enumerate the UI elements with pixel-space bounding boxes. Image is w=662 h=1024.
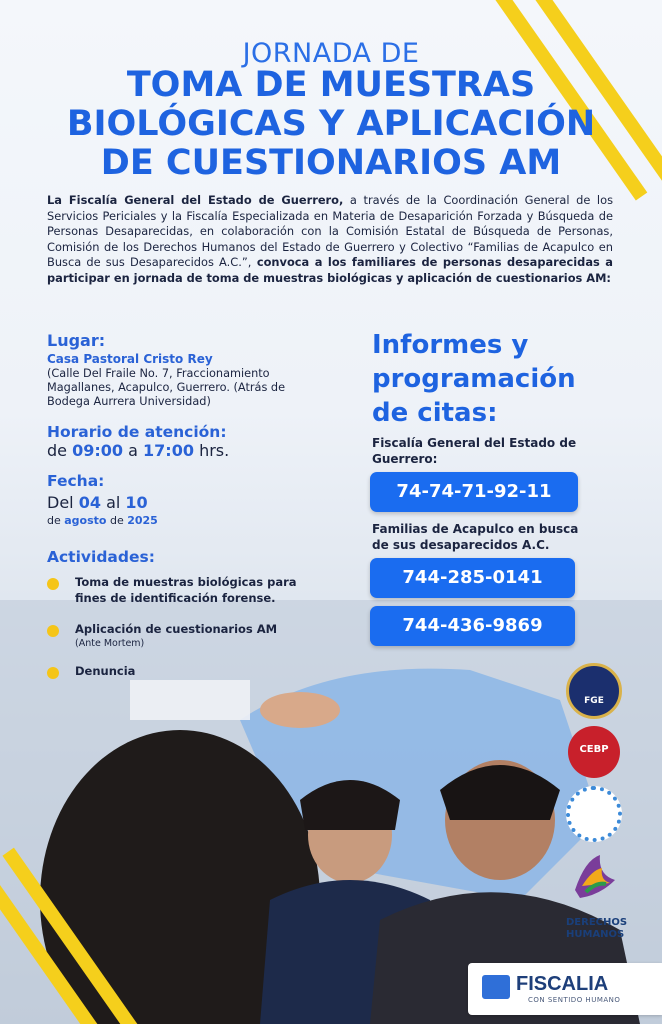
- date-de-2: de: [109, 514, 124, 527]
- activity-2-line-2: (Ante Mortem): [75, 638, 145, 649]
- cebp-logo: [568, 726, 620, 778]
- activity-bullet-1: [47, 578, 59, 590]
- phone-3-button[interactable]: 744-436-9869: [370, 606, 575, 646]
- date-start: 04: [78, 493, 101, 512]
- schedule-start: 09:00: [72, 441, 124, 460]
- info-org1-line-1: Fiscalía General del Estado de: [372, 436, 577, 450]
- activity-bullet-3: [47, 667, 59, 679]
- date-label: Fecha:: [47, 472, 105, 490]
- schedule-a: a: [128, 441, 138, 460]
- fge-seal-label: FGE: [584, 696, 604, 706]
- fiscalia-name: FISCALIA: [516, 973, 609, 995]
- dove-svg: [570, 850, 620, 910]
- info-heading-3: de citas:: [372, 398, 498, 428]
- schedule-end: 17:00: [143, 441, 194, 460]
- intro-org: La Fiscalía General del Estado de Guerrero,: [47, 193, 344, 207]
- info-org1-line-2: Guerrero:: [372, 452, 438, 466]
- info-org2-line-1: Familias de Acapulco en busca: [372, 522, 579, 536]
- phone-2-button[interactable]: 744-285-0141: [370, 558, 575, 598]
- intro-call: convoca a los familiares de personas desaparecidas a participar en jornada de toma de muestras biológicas y aplicación de cuestionarios AM:: [47, 255, 613, 285]
- fge-seal-logo: [566, 663, 622, 719]
- info-heading-2: programación: [372, 364, 576, 394]
- activity-bullet-2: [47, 625, 59, 637]
- cddh-line-2: HUMANOS: [566, 929, 625, 940]
- location-name: Casa Pastoral Cristo Rey: [47, 352, 213, 366]
- info-org2-line-2: de sus desaparecidos A.C.: [372, 538, 550, 552]
- title-line-3: BIOLÓGICAS Y APLICACIÓN: [66, 104, 596, 144]
- schedule-de: de: [47, 441, 67, 460]
- schedule-label: Horario de atención:: [47, 423, 227, 441]
- date-de-1: de: [47, 514, 61, 527]
- location-line-1: (Calle Del Fraile No. 7, Fraccionamiento: [47, 367, 270, 380]
- activity-3-line-1: Denuncia: [75, 664, 136, 678]
- date-range: [47, 493, 148, 512]
- schedule-value: [47, 441, 229, 460]
- date-del: Del: [47, 493, 74, 512]
- location-label: Lugar:: [47, 331, 106, 350]
- fiscalia-badge: [468, 963, 662, 1015]
- intro-paragraph: [47, 193, 613, 286]
- fiscalia-logo-icon: [482, 975, 510, 999]
- date-year: 2025: [127, 514, 158, 527]
- activities-label: Actividades:: [47, 548, 155, 566]
- location-line-3: Bodega Aurrera Universidad): [47, 395, 211, 408]
- activity-1-line-1: Toma de muestras biológicas para: [75, 575, 297, 589]
- date-al: al: [106, 493, 121, 512]
- cebp-label: CEBP: [579, 744, 609, 755]
- activity-2-line-1: Aplicación de cuestionarios AM: [75, 622, 278, 636]
- date-month: agosto: [64, 514, 107, 527]
- location-line-2: Magallanes, Acapulco, Guerrero. (Atrás de: [47, 381, 286, 394]
- title-line-2: TOMA DE MUESTRAS: [126, 65, 536, 105]
- date-month-year: [47, 514, 158, 527]
- date-end: 10: [125, 493, 148, 512]
- intro-body: a través de la Coordinación General de los Servicios Periciales y la Fiscalía Especializada en Materia de Desaparición Forzada y Búsqueda de Personas Desaparecidas, en colaboración con la Comisión Estatal de Búsqueda de Personas, Comisión de los Derechos Humanos del Estado de Guerrero y Colectivo “Familias de Acapulco en Busca de sus Desaparecidos A.C.”,: [47, 193, 613, 269]
- activity-1-line-2: fines de identificación forense.: [75, 591, 276, 605]
- fiscalia-tagline: CON SENTIDO HUMANO: [528, 996, 621, 1004]
- title-line-4: DE CUESTIONARIOS AM: [100, 143, 562, 183]
- info-heading-1: Informes y: [372, 330, 529, 360]
- title-line-1: JORNADA DE: [242, 38, 420, 69]
- phone-1-button[interactable]: 74-74-71-92-11: [370, 472, 578, 512]
- schedule-hrs: hrs.: [199, 441, 230, 460]
- colectivo-logo: [566, 786, 622, 842]
- cddh-dove-icon: [570, 850, 620, 910]
- cddh-line-1: DERECHOS: [566, 917, 628, 928]
